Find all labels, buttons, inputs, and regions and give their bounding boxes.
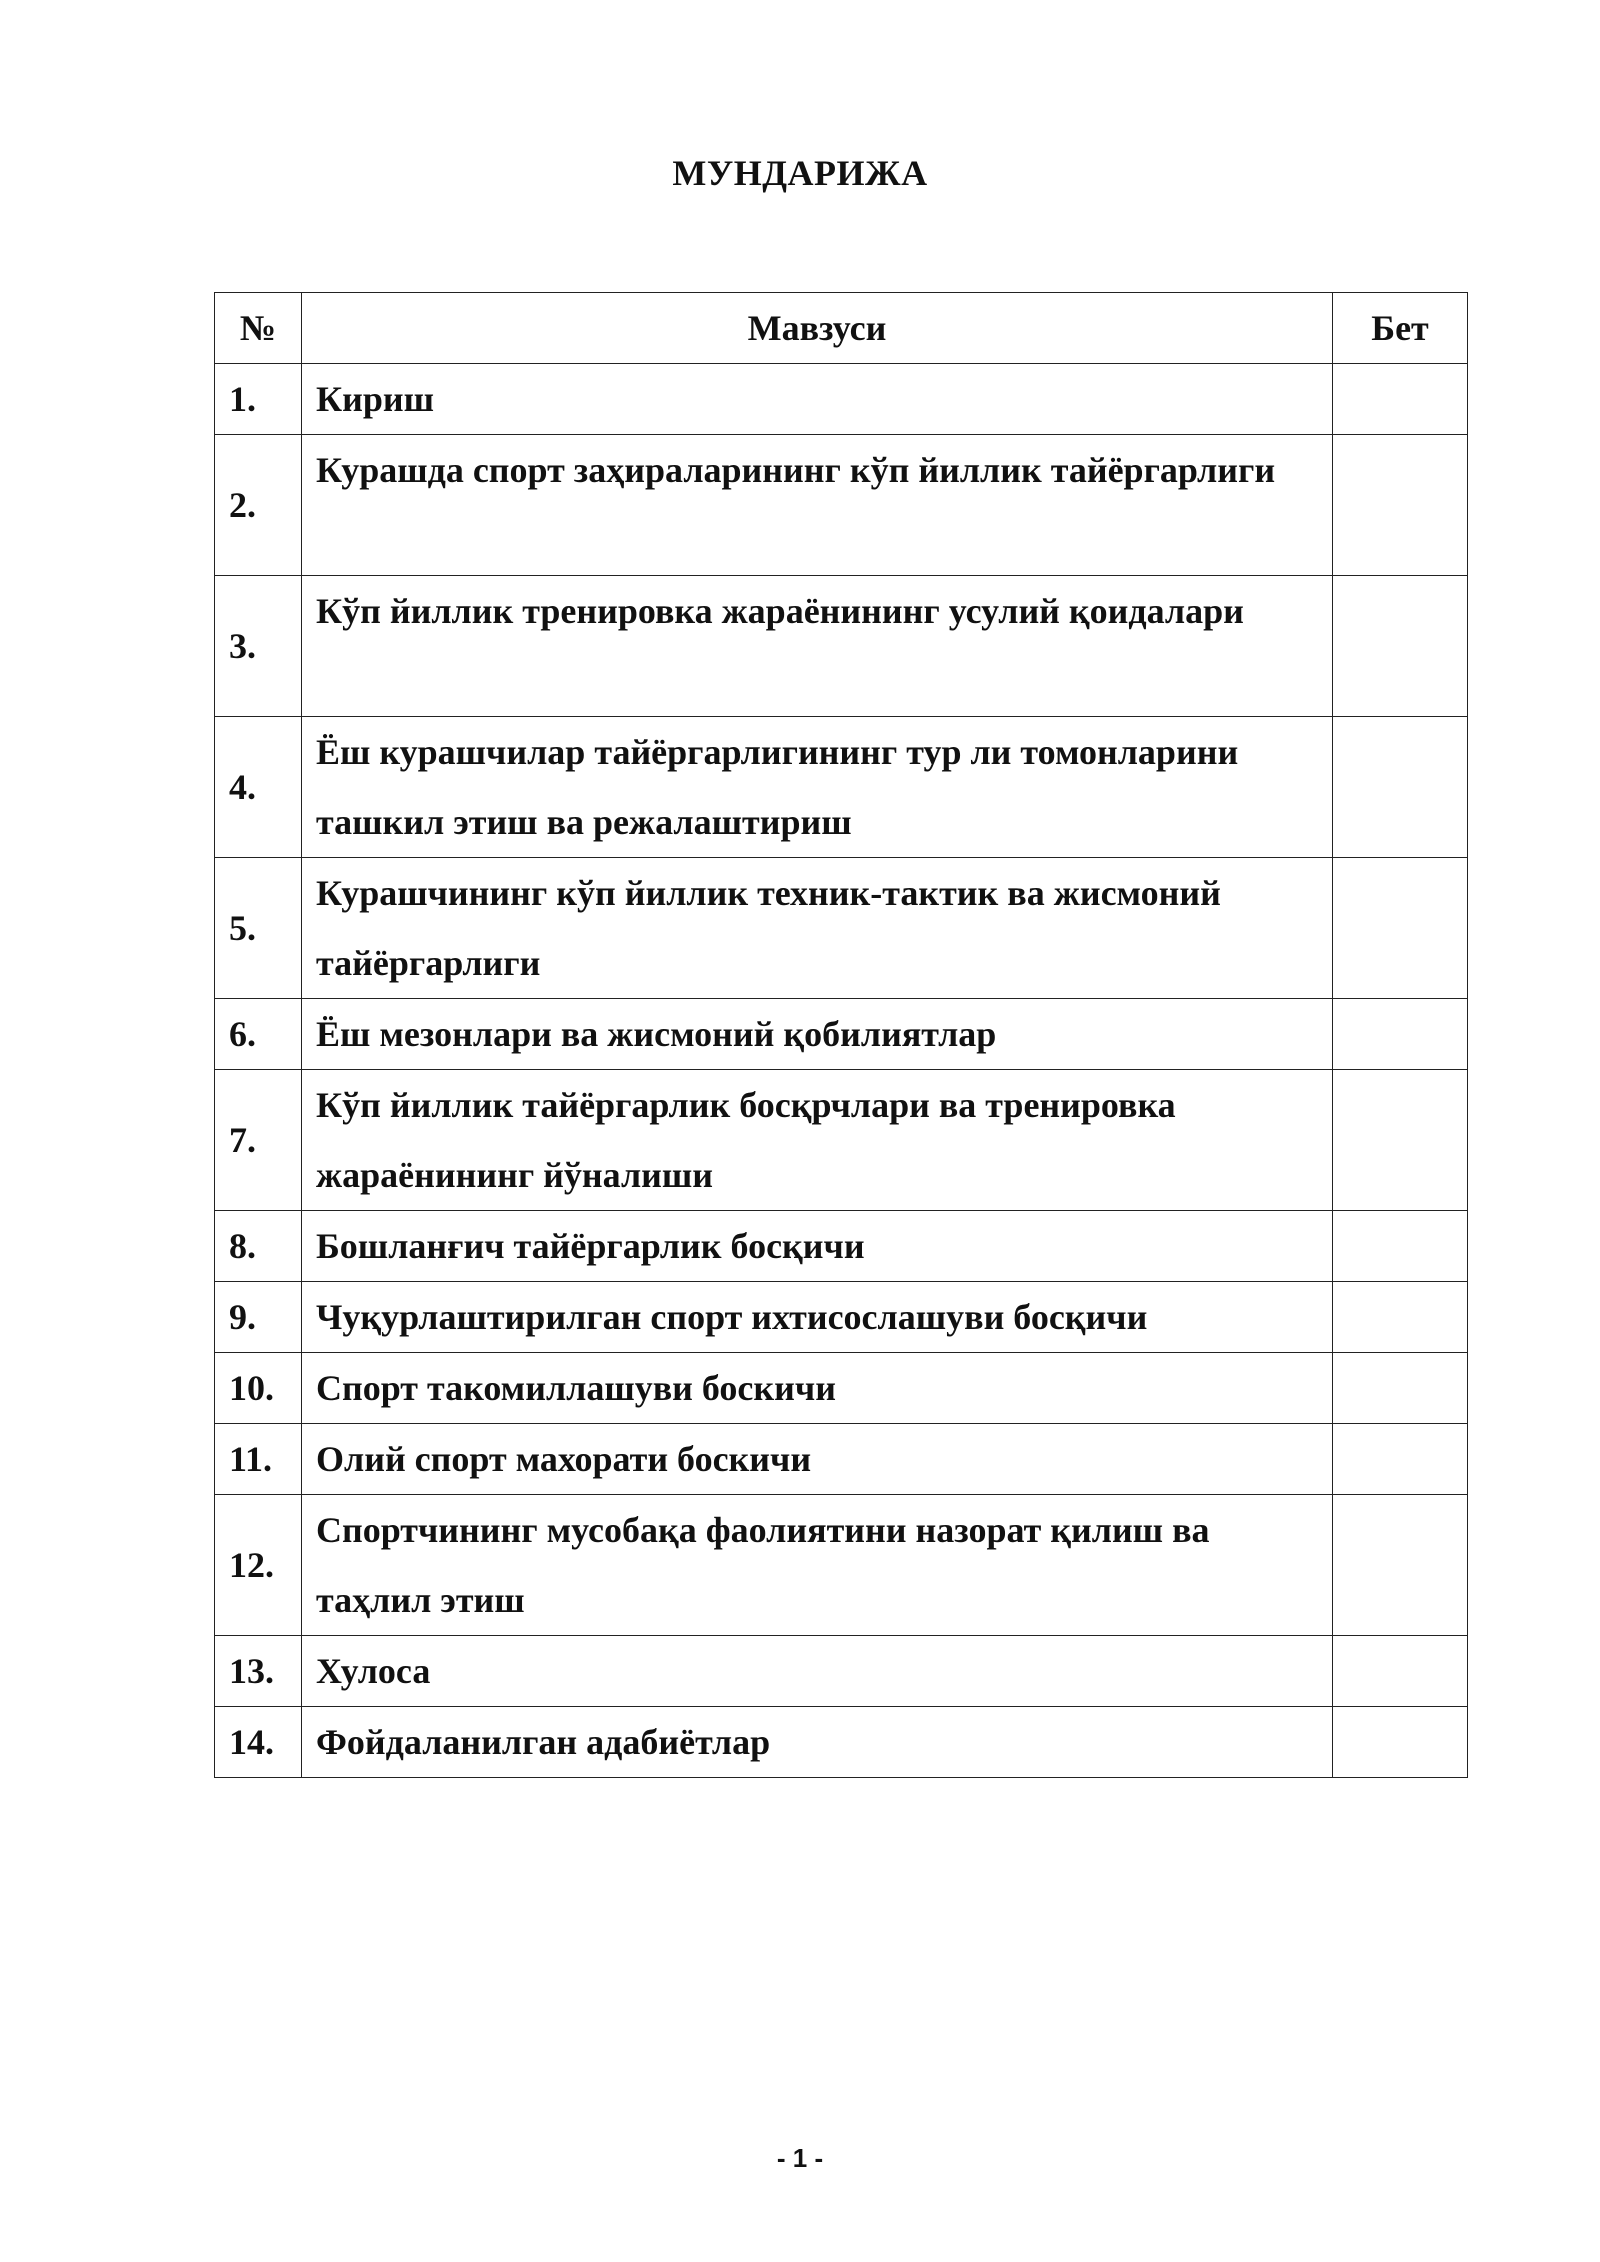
row-topic: Курашчининг кўп йиллик техник-тактик ва жисмоний тайёргарлиги <box>302 858 1333 999</box>
row-topic: Кўп йиллик тренировка жараёнининг усулий қоидалари <box>302 576 1333 717</box>
row-number: 5. <box>215 858 302 999</box>
row-topic: Курашда спорт заҳираларининг кўп йиллик тайёргарлиги <box>302 435 1333 576</box>
table-row <box>215 999 1468 1070</box>
row-topic: Кириш <box>302 364 1333 435</box>
row-number: 14. <box>215 1707 302 1778</box>
table-row <box>215 1707 1468 1778</box>
row-page <box>1333 1707 1468 1778</box>
row-topic: Бошланғич тайёргарлик босқичи <box>302 1211 1333 1282</box>
table-of-contents <box>214 292 1468 1778</box>
row-number: 8. <box>215 1211 302 1282</box>
table-row <box>215 1211 1468 1282</box>
table-row <box>215 1495 1468 1636</box>
table-row <box>215 1070 1468 1211</box>
row-number: 10. <box>215 1353 302 1424</box>
header-topic: Мавзуси <box>302 293 1333 364</box>
row-topic: Спорт такомиллашуви боскичи <box>302 1353 1333 1424</box>
row-number: 6. <box>215 999 302 1070</box>
row-number: 3. <box>215 576 302 717</box>
row-page <box>1333 1070 1468 1211</box>
row-topic: Ёш мезонлари ва жисмоний қобилиятлар <box>302 999 1333 1070</box>
header-page: Бет <box>1333 293 1468 364</box>
table-row <box>215 364 1468 435</box>
header-number: № <box>215 293 302 364</box>
page-number-footer: - 1 - <box>776 2143 824 2173</box>
row-topic: Спортчининг мусобақа фаолиятини назорат қилиш ва таҳлил этиш <box>302 1495 1333 1636</box>
row-page <box>1333 858 1468 999</box>
table-row <box>215 576 1468 717</box>
row-topic: Фойдаланилган адабиётлар <box>302 1707 1333 1778</box>
table-row <box>215 717 1468 858</box>
row-page <box>1333 1495 1468 1636</box>
row-topic: Хулоса <box>302 1636 1333 1707</box>
row-number: 4. <box>215 717 302 858</box>
row-page <box>1333 435 1468 576</box>
row-page <box>1333 1636 1468 1707</box>
row-page <box>1333 1211 1468 1282</box>
row-number: 12. <box>215 1495 302 1636</box>
row-page <box>1333 1353 1468 1424</box>
row-topic: Кўп йиллик тайёргарлик босқрчлари ва тренировка жараёнининг йўналиши <box>302 1070 1333 1211</box>
row-page <box>1333 717 1468 858</box>
table-row <box>215 1353 1468 1424</box>
row-number: 7. <box>215 1070 302 1211</box>
table-header-row <box>215 293 1468 364</box>
table-row <box>215 1636 1468 1707</box>
row-page <box>1333 1282 1468 1353</box>
row-number: 1. <box>215 364 302 435</box>
row-topic: Олий спорт махорати боскичи <box>302 1424 1333 1495</box>
table-row <box>215 1424 1468 1495</box>
row-page <box>1333 1424 1468 1495</box>
table-row <box>215 1282 1468 1353</box>
row-topic: Чуқурлаштирилган спорт ихтисослашуви босқичи <box>302 1282 1333 1353</box>
row-topic: Ёш курашчилар тайёргарлигининг тур ли томонларини ташкил этиш ва режалаштириш <box>302 717 1333 858</box>
row-page <box>1333 999 1468 1070</box>
table-row <box>215 858 1468 999</box>
table-row <box>215 435 1468 576</box>
document-title: МУНДАРИЖА <box>672 153 928 193</box>
row-number: 13. <box>215 1636 302 1707</box>
row-number: 2. <box>215 435 302 576</box>
row-page <box>1333 364 1468 435</box>
row-page <box>1333 576 1468 717</box>
row-number: 11. <box>215 1424 302 1495</box>
row-number: 9. <box>215 1282 302 1353</box>
